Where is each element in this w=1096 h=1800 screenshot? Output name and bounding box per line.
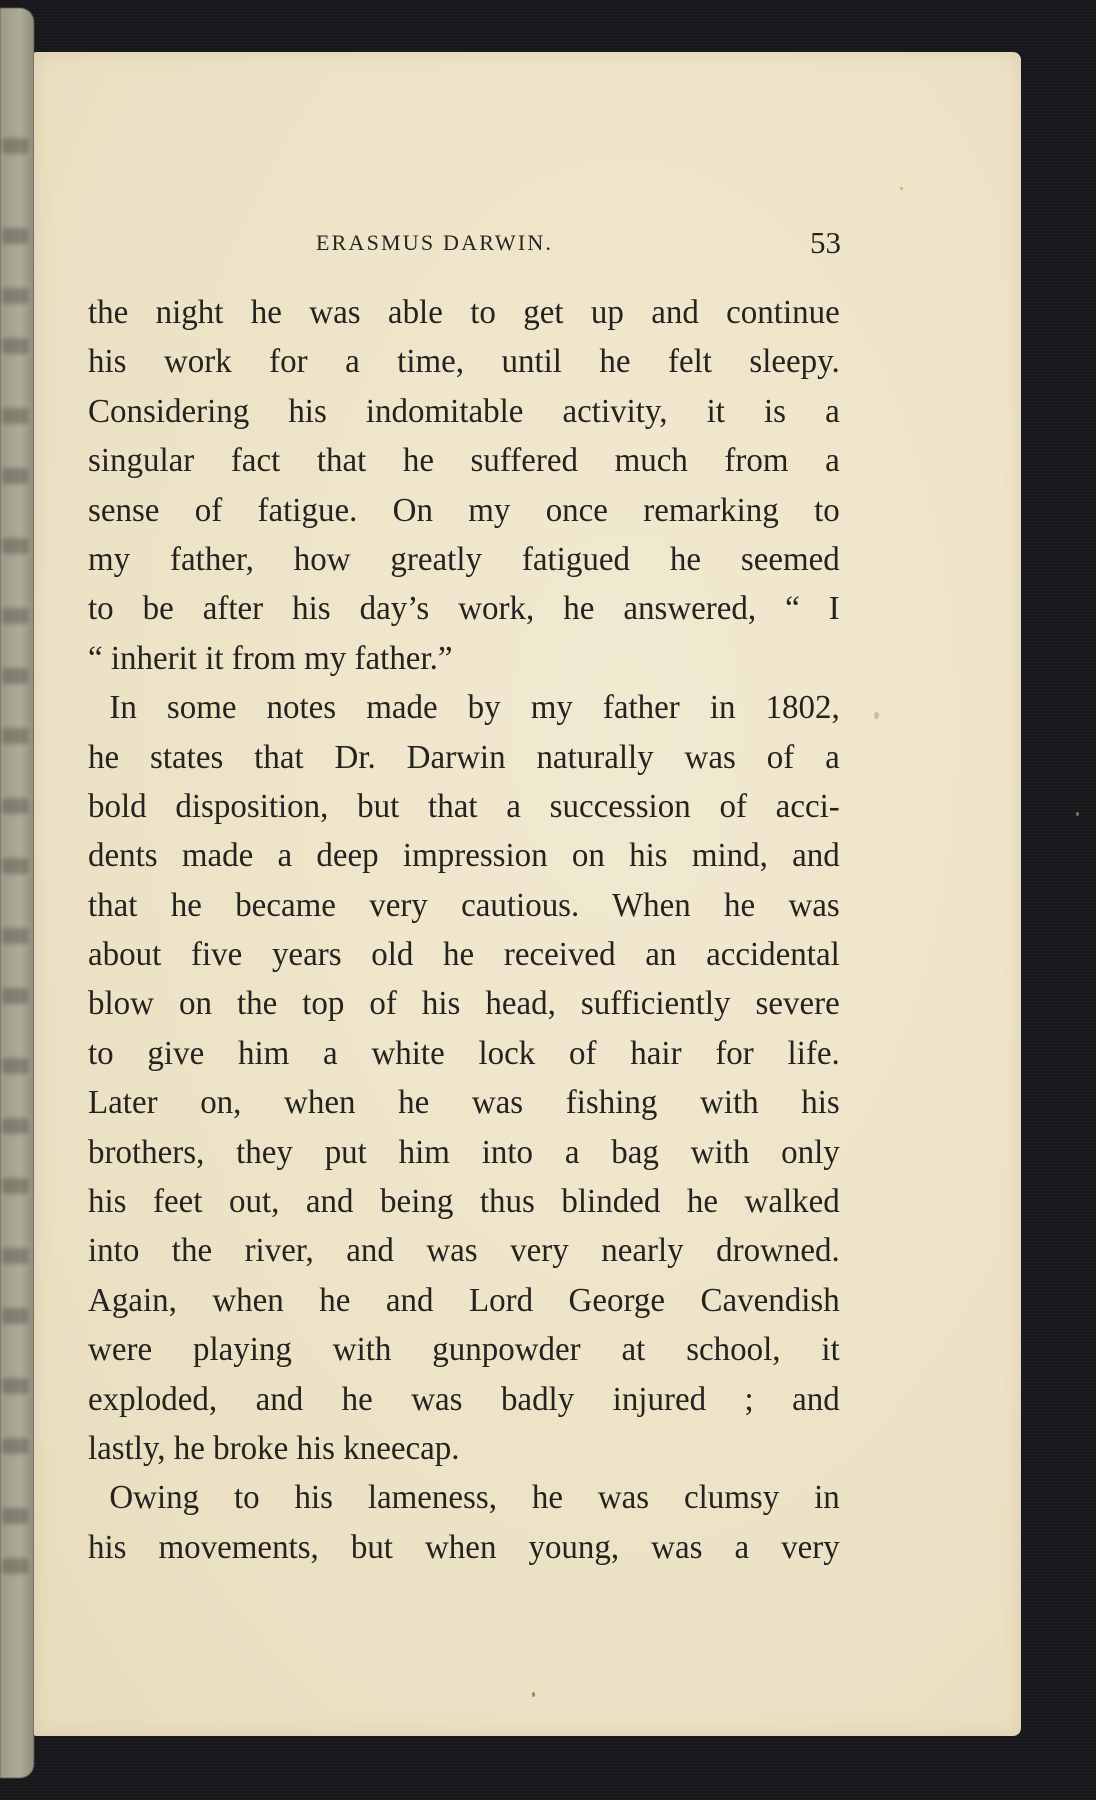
paper-speck bbox=[900, 187, 903, 190]
adjacent-page-edge bbox=[0, 8, 34, 1778]
bleed-through-mark bbox=[2, 1118, 28, 1134]
text-line: Considering his indomitable activity, it is a bbox=[88, 392, 840, 430]
bleed-through-mark bbox=[2, 728, 28, 744]
bleed-through-mark bbox=[2, 608, 28, 624]
text-line: dents made a deep impression on his mind, and bbox=[88, 837, 840, 875]
text-line: my father, how greatly fatigued he seemed bbox=[88, 540, 840, 578]
text-line: lastly, he broke his kneecap. bbox=[88, 1429, 460, 1467]
text-line: singular fact that he suffered much from a bbox=[88, 442, 840, 480]
text-line: about five years old he received an accidental bbox=[88, 936, 840, 974]
body-text bbox=[88, 288, 840, 1572]
bleed-through-mark bbox=[2, 1058, 28, 1074]
text-line: bold disposition, but that a succession of acci- bbox=[88, 787, 840, 825]
bleed-through-mark bbox=[2, 408, 28, 424]
text-line: exploded, and he was badly injured ; and bbox=[88, 1380, 840, 1418]
bleed-through-mark bbox=[2, 798, 28, 814]
bleed-through-mark bbox=[2, 988, 28, 1004]
bleed-through-mark bbox=[2, 288, 28, 304]
text-line: to be after his day’s work, he answered, “ I bbox=[88, 590, 840, 628]
text-line: blow on the top of his head, sufficiently severe bbox=[88, 985, 840, 1023]
bleed-through-mark bbox=[2, 858, 28, 874]
bleed-through-mark bbox=[2, 1178, 28, 1194]
text-line: to give him a white lock of hair for life. bbox=[88, 1034, 840, 1072]
paper-speck bbox=[874, 712, 879, 719]
bleed-through-mark bbox=[2, 138, 28, 154]
paper-speck bbox=[1076, 812, 1079, 816]
text-line: into the river, and was very nearly drowned. bbox=[88, 1232, 840, 1270]
bleed-through-mark bbox=[2, 1438, 28, 1454]
text-line: his feet out, and being thus blinded he walked bbox=[88, 1183, 840, 1221]
text-line: the night he was able to get up and continue bbox=[88, 294, 840, 331]
bleed-through-mark bbox=[2, 338, 28, 354]
bleed-through-mark bbox=[2, 1558, 28, 1574]
bleed-through-mark bbox=[2, 668, 28, 684]
text-line: Later on, when he was fishing with his bbox=[88, 1084, 840, 1122]
text-line: “ inherit it from my father.” bbox=[88, 639, 453, 677]
paragraph-start-line: Owing to his lameness, he was clumsy in bbox=[109, 1479, 840, 1517]
bleed-through-mark bbox=[2, 1378, 28, 1394]
running-head bbox=[316, 226, 841, 260]
bleed-through-mark bbox=[2, 538, 28, 554]
paper-speck bbox=[532, 1692, 535, 1697]
text-line: his movements, but when young, was a very bbox=[88, 1528, 840, 1566]
text-line: brothers, they put him into a bag with only bbox=[88, 1133, 840, 1171]
bleed-through-mark bbox=[2, 928, 28, 944]
text-line: that he became very cautious. When he was bbox=[88, 886, 840, 924]
bleed-through-mark bbox=[2, 1508, 28, 1524]
bleed-through-mark bbox=[2, 1308, 28, 1324]
text-line: he states that Dr. Darwin naturally was of a bbox=[88, 738, 840, 776]
page-number: 53 bbox=[810, 225, 841, 260]
text-line: Again, when he and Lord George Cavendish bbox=[88, 1281, 840, 1319]
text-line: his work for a time, until he felt sleepy. bbox=[88, 343, 840, 381]
text-line: sense of fatigue. On my once remarking to bbox=[88, 491, 840, 529]
bleed-through-mark bbox=[2, 228, 28, 244]
bleed-through-mark bbox=[2, 1248, 28, 1264]
bleed-through-mark bbox=[2, 468, 28, 484]
paragraph-start-line: In some notes made by my father in 1802, bbox=[109, 689, 840, 727]
text-line: were playing with gunpowder at school, it bbox=[88, 1331, 840, 1369]
running-title: ERASMUS DARWIN. bbox=[316, 230, 554, 255]
